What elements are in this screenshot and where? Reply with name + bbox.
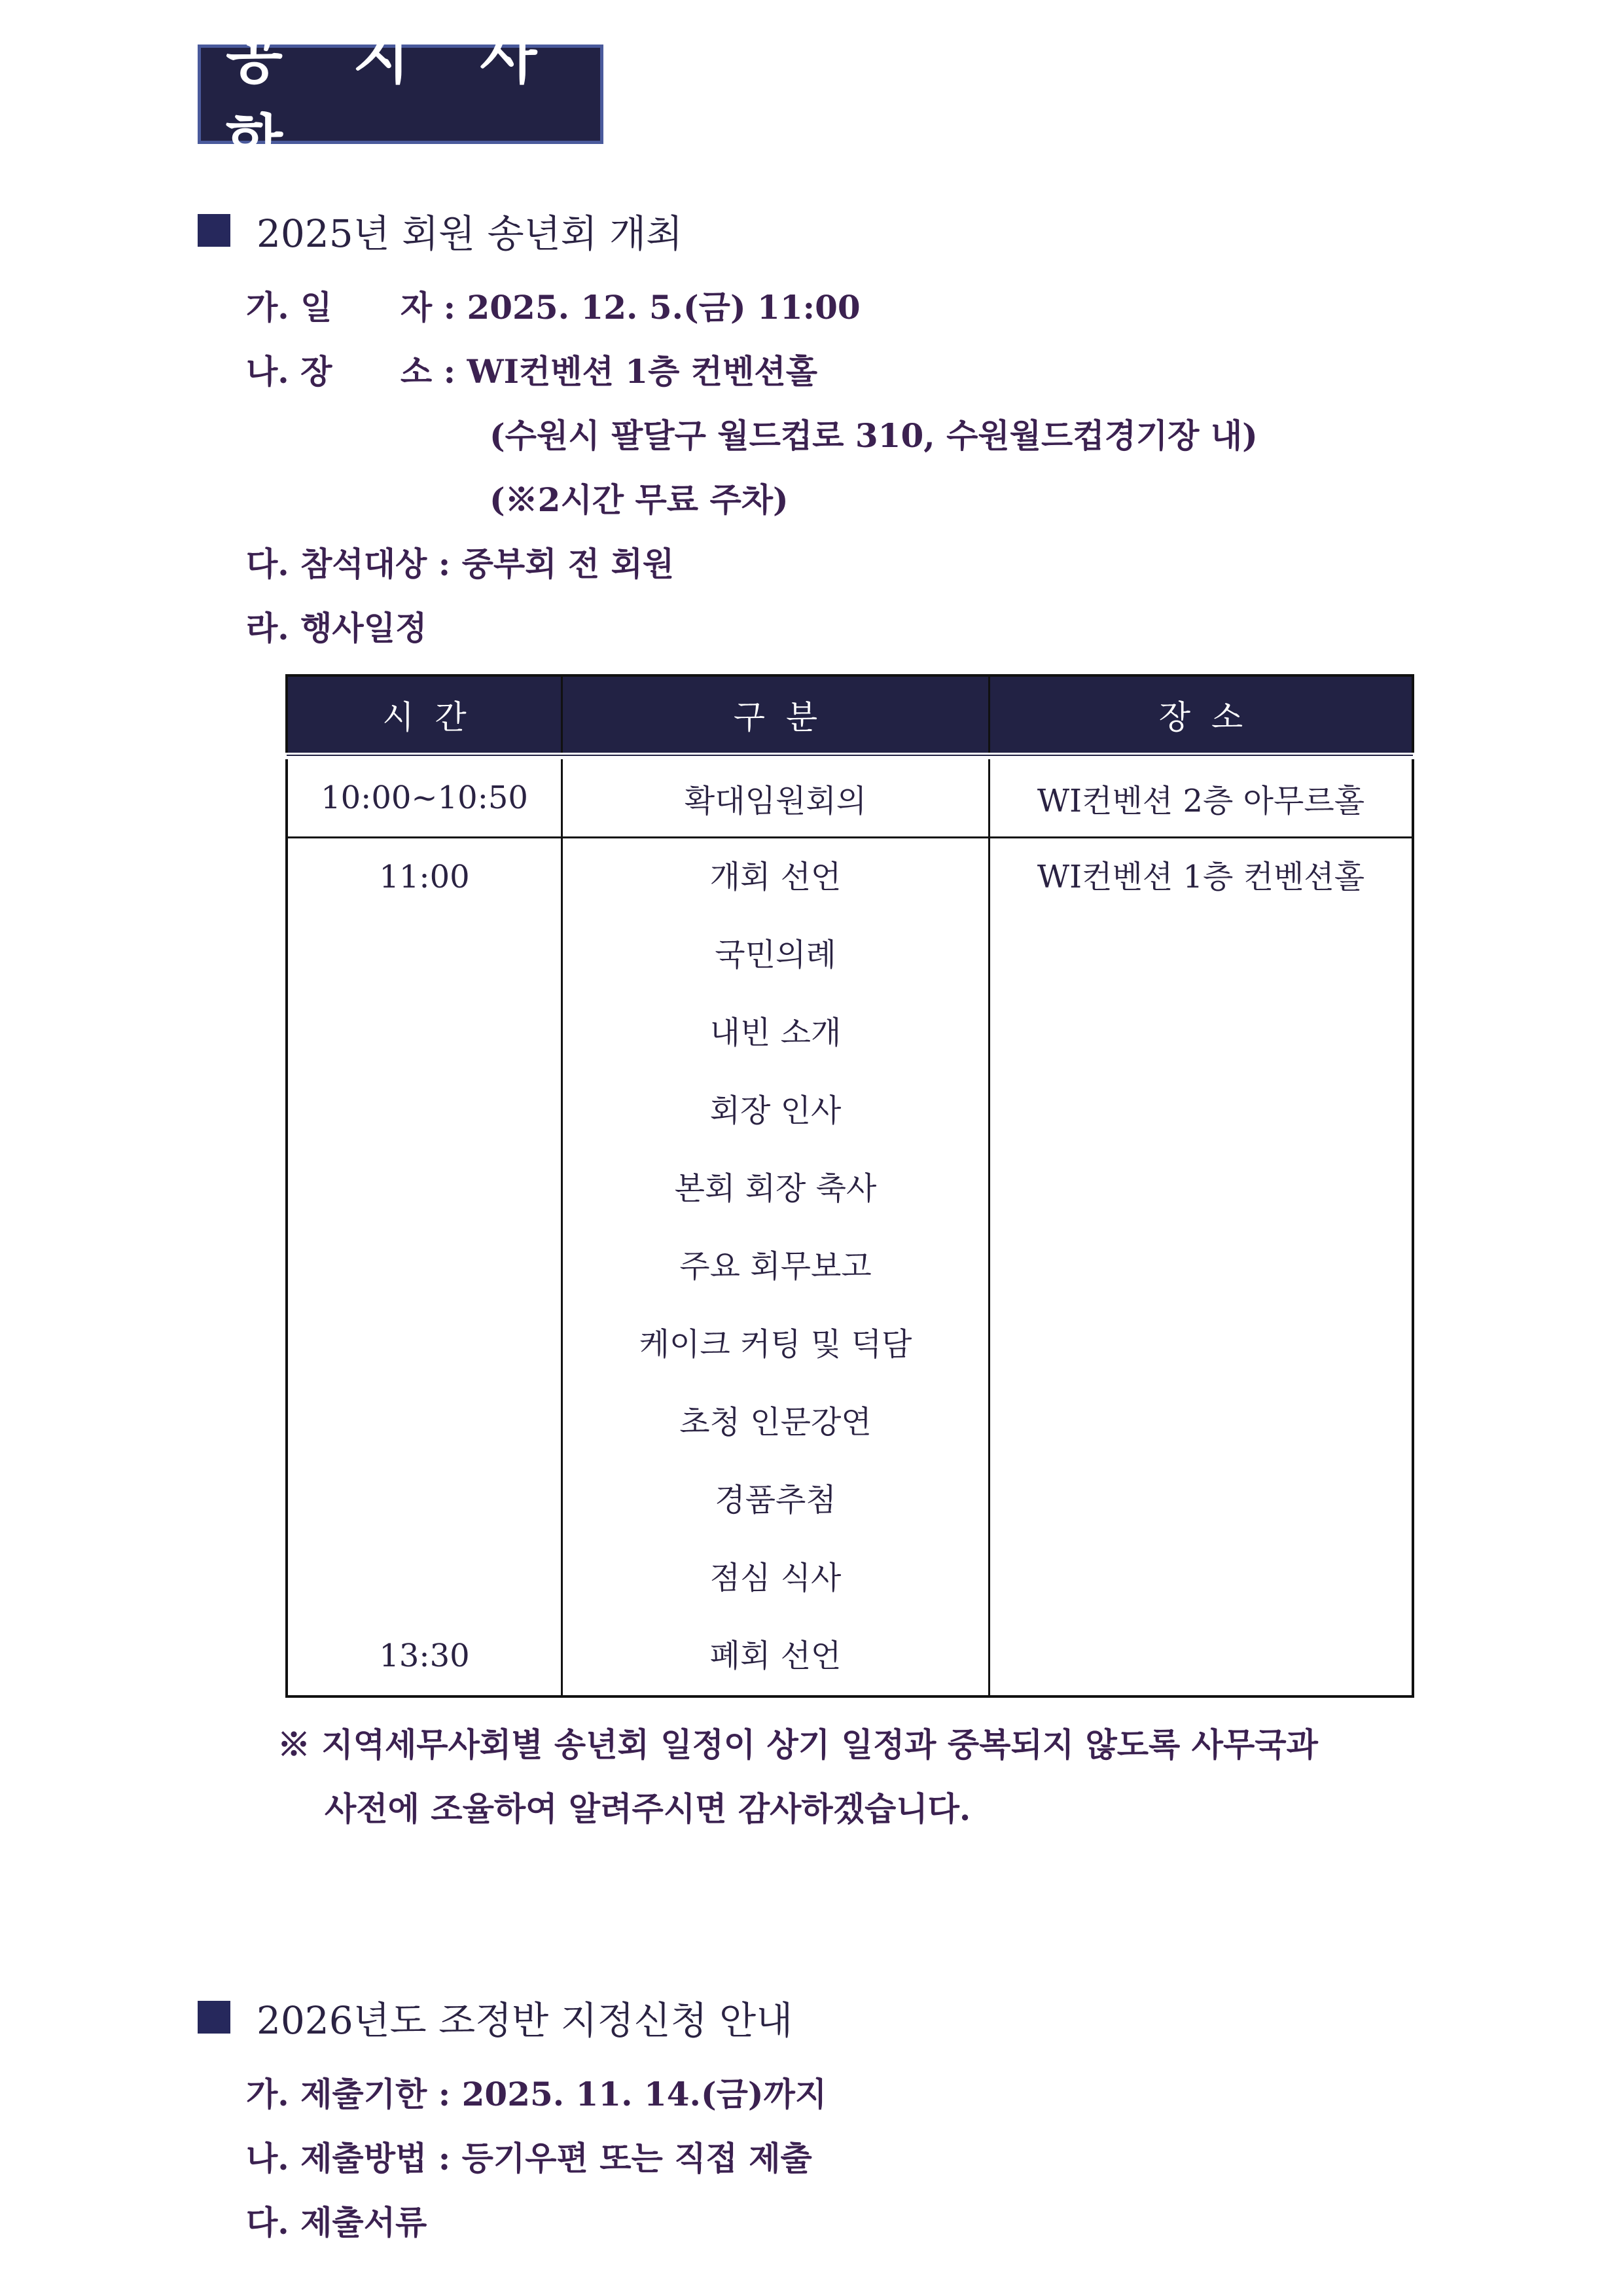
schedule-header-row	[287, 675, 1413, 756]
method-label: 나. 제출방법 :	[246, 2139, 451, 2178]
square-bullet-icon	[198, 2001, 230, 2034]
event-place-address: (수원시 팔달구 월드컵로 310, 수원월드컵경기장 내)	[490, 416, 1258, 455]
deadline-value: 2025. 11. 14.(금)까지	[461, 2075, 827, 2113]
deadline-line	[246, 2068, 827, 2115]
row1-time: 10:00~10:50	[287, 756, 562, 838]
event-parking-note: (※2시간 무료 주차)	[490, 480, 789, 519]
event-date-value: 2025. 12. 5.(금) 11:00	[467, 288, 861, 327]
docs-label: 다. 제출서류	[246, 2203, 427, 2242]
header-place: 장 소	[990, 675, 1414, 756]
row2-time-end: 13:30	[379, 1638, 470, 1674]
program-item: 본회 회장 축사	[674, 1170, 877, 1207]
program-item: 폐회 선언	[709, 1638, 842, 1674]
program-item: 초청 인문강연	[679, 1404, 872, 1441]
event-target-value: 중부회 전 회원	[461, 545, 675, 583]
row2-time-cell	[287, 838, 562, 1697]
notice-banner-title: 공 지 사 항	[226, 23, 562, 177]
header-time: 시 간	[287, 675, 562, 756]
program-item: 국민의례	[715, 937, 836, 973]
section1-title: 2025년 회원 송년회 개최	[257, 211, 683, 256]
event-date-line	[246, 281, 861, 329]
deadline-label: 가. 제출기한 :	[246, 2075, 451, 2113]
program-item: 점심 식사	[709, 1560, 842, 1596]
event-place-line	[246, 346, 817, 393]
schedule-row	[287, 838, 1413, 1697]
event-place-value: WI컨벤션 1층 컨벤션홀	[467, 352, 817, 391]
schedule-note-line1: ※ 지역세무사회별 송년회 일정이 상기 일정과 중복되지 않도록 사무국과	[277, 1725, 1318, 1764]
row1-place: WI컨벤션 2층 아무르홀	[990, 756, 1414, 838]
schedule-table	[285, 674, 1414, 1698]
program-item: 개회 선언	[709, 859, 842, 895]
event-target-label: 다. 참석대상 :	[246, 545, 451, 583]
schedule-note-line2: 사전에 조율하여 알려주시면 감사하겠습니다.	[325, 1789, 971, 1828]
program-item: 케이크 커팅 및 덕담	[639, 1326, 912, 1363]
event-target-line	[246, 538, 674, 585]
program-item: 주요 회무보고	[679, 1248, 872, 1285]
event-place-label: 나. 장 소 :	[246, 352, 456, 391]
program-item: 회장 인사	[709, 1092, 842, 1129]
event-schedule-label: 라. 행사일정	[246, 609, 427, 647]
row2-items-cell	[562, 838, 990, 1697]
row2-place-cell	[990, 838, 1414, 1697]
section1-heading	[198, 203, 683, 258]
event-date-label: 가. 일 자 :	[246, 288, 456, 327]
notice-banner	[198, 23, 603, 177]
section2-heading	[198, 1990, 793, 2045]
program-item: 경품추첨	[715, 1482, 836, 1518]
method-value: 등기우편 또는 직접 제출	[461, 2139, 812, 2178]
program-item: 내빈 소개	[709, 1014, 842, 1051]
method-line	[246, 2132, 812, 2179]
section2-title: 2026년도 조정반 지정신청 안내	[257, 1998, 793, 2043]
row1-item: 확대임원회의	[562, 756, 990, 838]
schedule-row	[287, 756, 1413, 838]
square-bullet-icon	[198, 214, 230, 247]
header-item: 구 분	[562, 675, 990, 756]
row2-place: WI컨벤션 1층 컨벤션홀	[1037, 859, 1365, 895]
row2-time-start: 11:00	[379, 859, 470, 895]
